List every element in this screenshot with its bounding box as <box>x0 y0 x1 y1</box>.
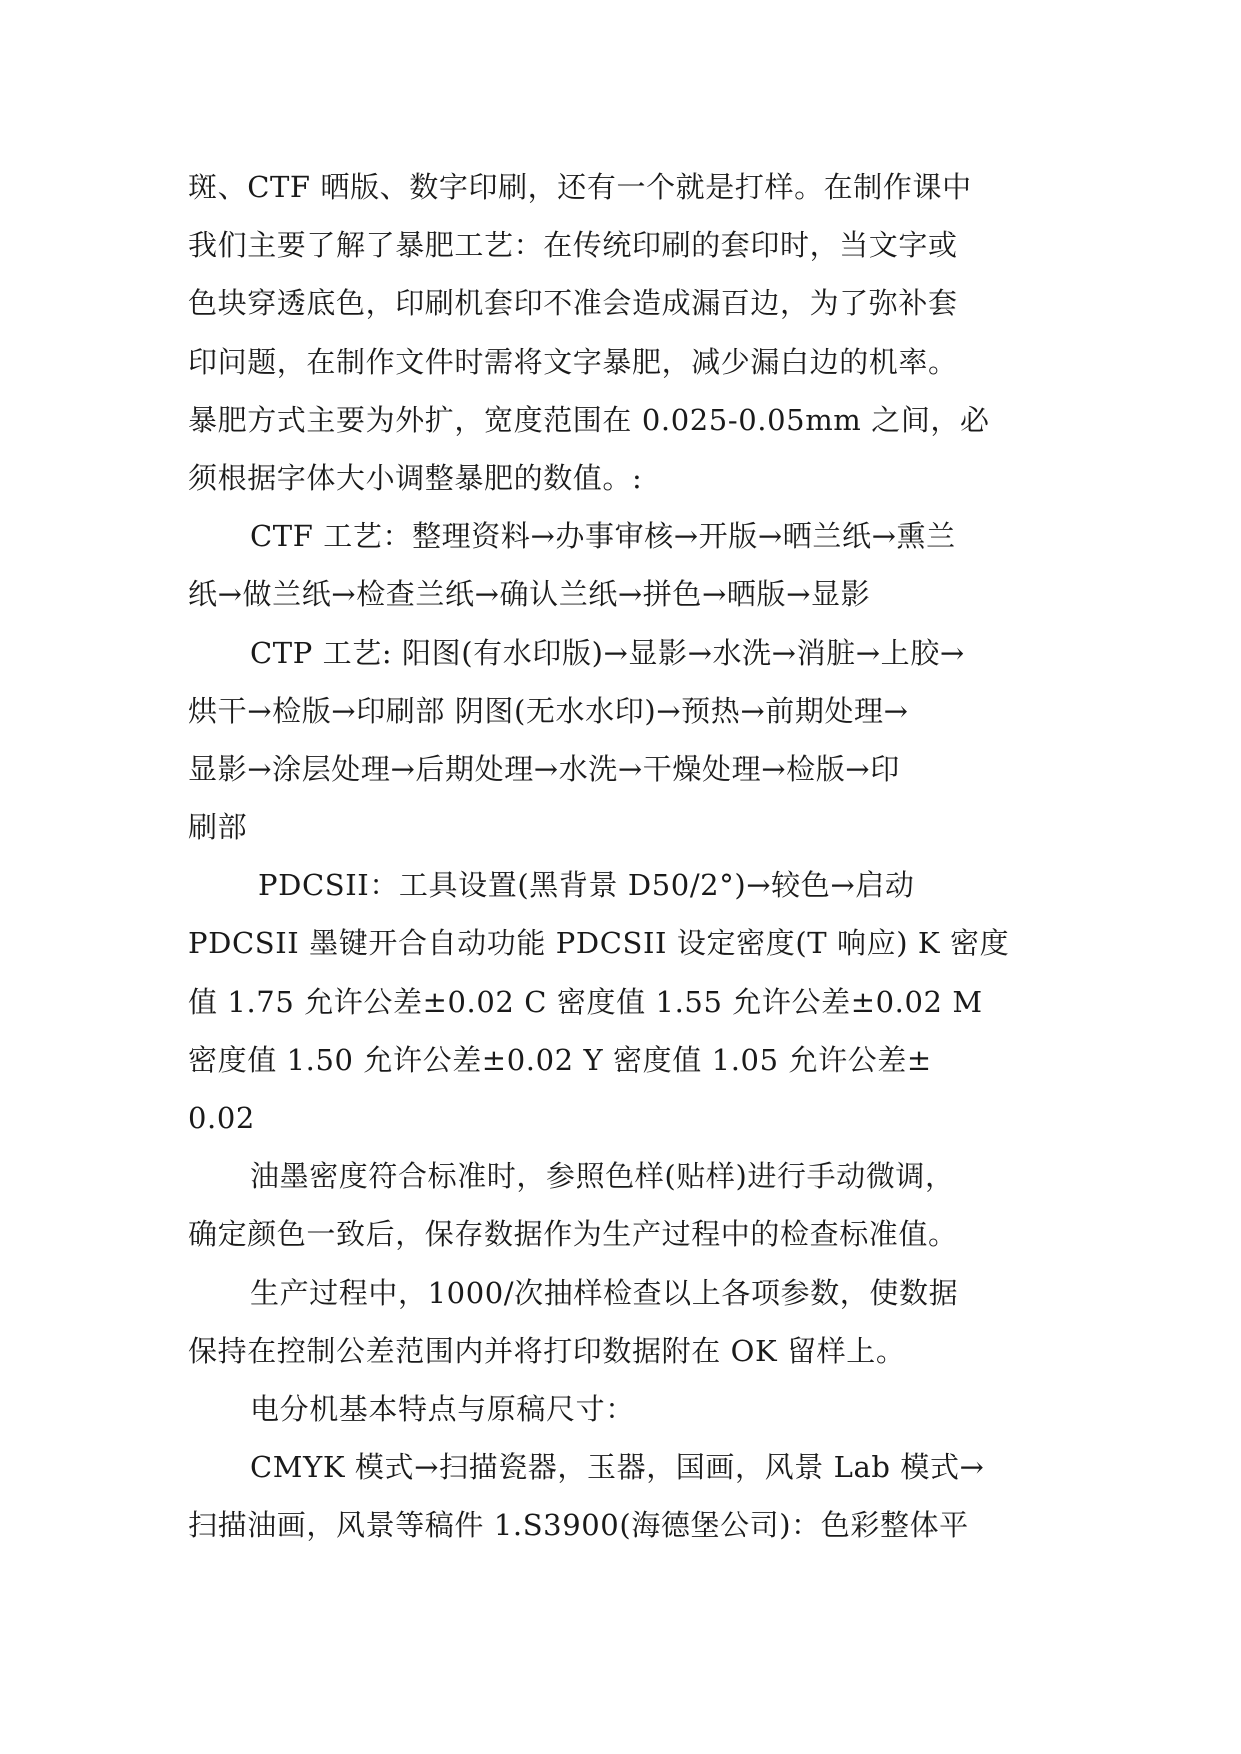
text-line-21: 保持在控制公差范围内并将打印数据附在 OK 留样上。 <box>188 1333 906 1368</box>
text-line-1: 斑、CTF 晒版、数字印刷，还有一个就是打样。在制作课中 <box>188 170 972 204</box>
text-line-15: 值 1.75 允许公差±0.02 C 密度值 1.55 允许公差±0.02 M <box>188 984 983 1019</box>
text-line-24: 扫描油画，风景等稿件 1.S3900(海德堡公司)：色彩整体平 <box>188 1508 969 1543</box>
text-line-14: PDCSII 墨键开合自动功能 PDCSII 设定密度(T 响应) K 密度 <box>188 926 1010 961</box>
ink-density-paragraph-line: 油墨密度符合标准时，参照色样(贴样)进行手动微调， <box>250 1159 955 1194</box>
pdcsii-heading-line: PDCSII：工具设置(黑背景 D50/2°)→较色→启动 <box>258 868 915 903</box>
text-line-10: 烘干→检版→印刷部 阴图(无水水印)→预热→前期处理→ <box>188 693 909 728</box>
text-line-2: 我们主要了解了暴肥工艺：在传统印刷的套印时，当文字或 <box>188 228 958 263</box>
text-line-11: 显影→涂层处理→后期处理→水洗→干燥处理→检版→印 <box>188 751 900 786</box>
text-line-16: 密度值 1.50 允许公差±0.02 Y 密度值 1.05 允许公差± <box>188 1042 932 1077</box>
text-line-6: 须根据字体大小调整暴肥的数值。: <box>188 460 643 495</box>
production-paragraph-line: 生产过程中，1000/次抽样检查以上各项参数，使数据 <box>250 1275 959 1310</box>
text-line-4: 印问题，在制作文件时需将文字暴肥，减少漏白边的机率。 <box>188 344 958 379</box>
text-line-12: 刷部 <box>188 810 248 845</box>
text-line-3: 色块穿透底色，印刷机套印不准会造成漏百边，为了弥补套 <box>188 286 958 321</box>
text-line-5: 暴肥方式主要为外扩，宽度范围在 0.025-0.05mm 之间，必 <box>188 402 990 437</box>
text-line-8: 纸→做兰纸→检查兰纸→确认兰纸→拼色→晒版→显影 <box>188 577 871 612</box>
text-line-19: 确定颜色一致后，保存数据作为生产过程中的检查标准值。 <box>188 1217 958 1252</box>
ctf-process-heading-line: CTF 工艺：整理资料→办事审核→开版→晒兰纸→熏兰 <box>250 519 956 554</box>
text-line-17: 0.02 <box>188 1101 255 1135</box>
scanner-heading-line: 电分机基本特点与原稿尺寸： <box>250 1391 635 1426</box>
document-body <box>188 158 1050 1555</box>
cmyk-mode-line: CMYK 模式→扫描瓷器，玉器，国画，风景 Lab 模式→ <box>250 1450 985 1485</box>
ctp-process-heading-line: CTP 工艺: 阳图(有水印版)→显影→水洗→消脏→上胶→ <box>250 635 965 670</box>
